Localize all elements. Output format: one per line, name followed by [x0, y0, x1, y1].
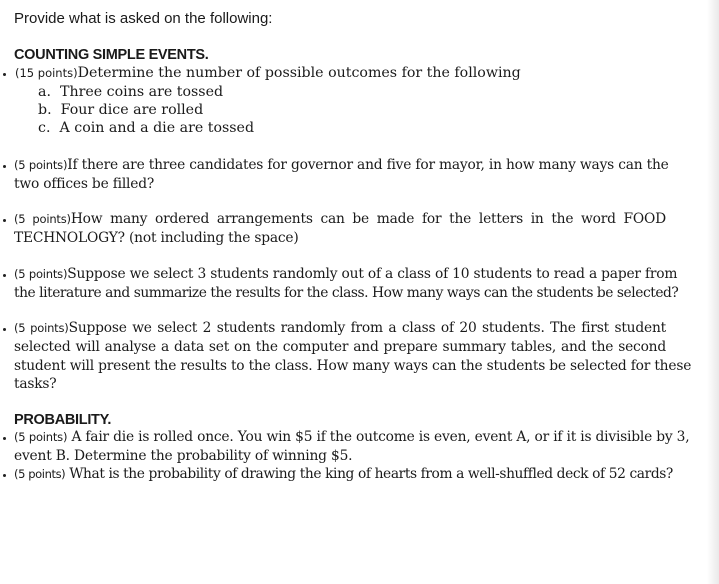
probability-question-2: [14, 465, 673, 484]
counting-question-5-line-2: selected will analyse a data set on the computer and prepare summary tables, and the second: [14, 339, 666, 355]
counting-question-1: [15, 64, 521, 83]
page-edge-shadow: [707, 0, 719, 584]
points-label: (5 points): [14, 212, 71, 226]
counting-question-2-line-2: two offices be filled?: [14, 176, 155, 192]
counting-question-5-line-3: student will present the results to the class. How many ways can the students be selected for these: [14, 358, 692, 374]
counting-question-5-line-1: [14, 319, 666, 338]
bullet-marker: [3, 219, 6, 222]
sub-item-label: c.: [38, 120, 51, 136]
counting-question-4-line-2: the literature and summarize the results for the class. How many ways can the students be selected?: [14, 285, 679, 301]
sub-item-a: [38, 83, 223, 102]
counting-question-2-line-1: [14, 156, 669, 175]
bullet-marker: [3, 165, 6, 168]
bullet-marker: [3, 274, 6, 277]
points-label: (5 points): [14, 467, 66, 481]
bullet-marker: [3, 437, 6, 440]
counting-question-4-line-1: [14, 265, 678, 284]
sub-item-text: A coin and a die are tossed: [59, 120, 255, 136]
sub-item-c: [38, 119, 254, 138]
question-text: Determine the number of possible outcomes for the following: [77, 65, 521, 81]
probability-question-1-line-2: event B. Determine the probability of winning $5.: [14, 448, 353, 464]
sub-item-label: b.: [38, 102, 52, 118]
instruction-text: Provide what is asked on the following:: [14, 10, 273, 27]
points-label: (5 points): [14, 158, 68, 172]
counting-question-3-line-1: [14, 210, 666, 229]
question-text: Suppose we select 2 students randomly from a class of 20 students. The first student: [68, 320, 666, 336]
question-text: What is the probability of drawing the king of hearts from a well-shuffled deck of 52 cards?: [69, 466, 673, 482]
question-text: Suppose we select 3 students randomly out of a class of 10 students to read a paper from: [67, 266, 678, 282]
sub-item-b: [38, 101, 203, 120]
counting-question-5-line-4: tasks?: [14, 376, 57, 392]
bullet-marker: [3, 474, 6, 477]
question-text: If there are three candidates for governor and five for mayor, in how many ways can the: [67, 157, 669, 173]
counting-heading: COUNTING SIMPLE EVENTS.: [14, 47, 209, 63]
question-text: A fair die is rolled once. You win $5 if the outcome is even, event A, or if it is divisible by 3,: [71, 429, 690, 445]
points-label: (5 points): [14, 430, 68, 444]
sub-item-label: a.: [38, 84, 51, 100]
counting-question-3-line-2: TECHNOLOGY? (not including the space): [14, 230, 299, 246]
points-label: (5 points): [14, 321, 69, 335]
bullet-marker: [3, 73, 6, 76]
bullet-marker: [3, 328, 6, 331]
points-label: (5 points): [14, 267, 68, 281]
probability-question-1-line-1: [14, 428, 690, 447]
sub-item-text: Four dice are rolled: [60, 102, 204, 118]
question-text: How many ordered arrangements can be made for the letters in the word FOOD: [70, 211, 666, 227]
probability-heading: PROBABILITY.: [14, 412, 112, 428]
sub-item-text: Three coins are tossed: [60, 84, 224, 100]
points-label: (15 points): [15, 66, 78, 80]
